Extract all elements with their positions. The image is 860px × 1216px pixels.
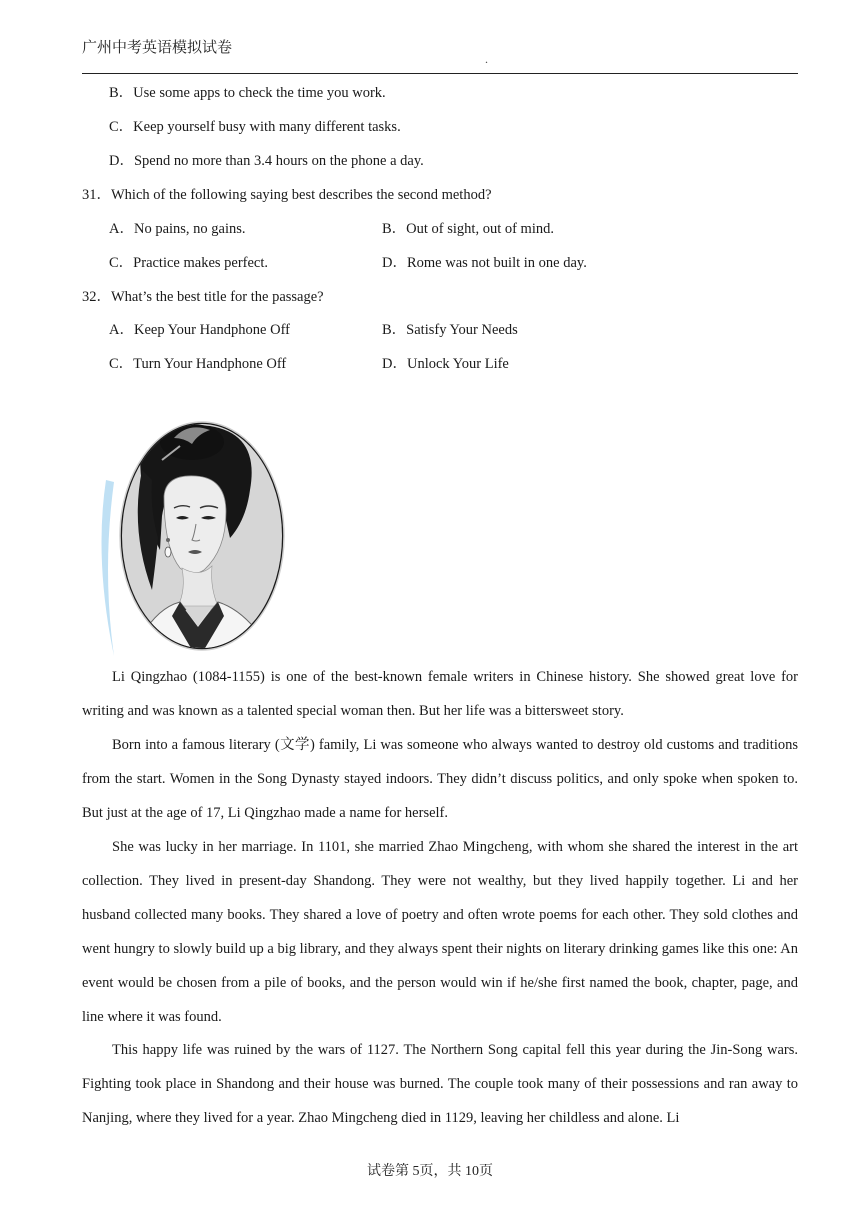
passage-paragraph-2: Born into a famous literary (文学) family, Li was someone who always wanted to destroy old customs and traditions from the start. Women in the Song Dynasty stayed indoors. They didn’t discuss politics, and only spoke when spoken to. But just at the age of 17, Li Qingzhao made a name for herself.	[82, 737, 798, 821]
question-31-stem: 31．Which of the following saying best describes the second method?	[82, 187, 492, 203]
question-32-option-a: A．Keep Your Handphone Off	[109, 322, 290, 338]
passage-paragraph-4: This happy life was ruined by the wars of 1127. The Northern Song capital fell this year during the Jin-Song wars. Fighting took place in Shandong and their house was burned. The couple took many of their possessions and ran away to Nanjing, where they lived for a year. Zhao Mingcheng died in 1129, leaving her childless and alone. Li	[82, 1042, 798, 1126]
question-31-option-b: B．Out of sight, out of mind.	[382, 221, 554, 237]
question-31-option-c: C．Practice makes perfect.	[109, 255, 269, 271]
option-b-prev: B．Use some apps to check the time you work.	[109, 85, 386, 101]
question-31-option-a: A．No pains, no gains.	[109, 221, 246, 237]
header-dot: .	[485, 52, 488, 66]
question-32-option-b: B．Satisfy Your Needs	[382, 322, 518, 338]
header-rule	[82, 73, 798, 74]
portrait-illustration	[100, 420, 290, 660]
question-31-option-d: D．Rome was not built in one day.	[382, 255, 587, 271]
passage-paragraph-1: Li Qingzhao (1084-1155) is one of the best-known female writers in Chinese history. She showed great love for writing and was known as a talented special woman then. But her life was a bittersweet story.	[82, 669, 798, 719]
option-c-prev: C．Keep yourself busy with many different tasks.	[109, 119, 401, 135]
page-footer: 试卷第 5页，共 10页	[367, 1164, 493, 1179]
page-header-title: 广州中考英语模拟试卷	[82, 40, 233, 56]
option-d-prev: D．Spend no more than 3.4 hours on the phone a day.	[109, 153, 424, 169]
question-32-option-c: C．Turn Your Handphone Off	[109, 356, 287, 372]
question-32-stem: 32．What’s the best title for the passage?	[82, 289, 324, 305]
question-32-option-d: D．Unlock Your Life	[382, 356, 509, 372]
passage-paragraph-3: She was lucky in her marriage. In 1101, she married Zhao Mingcheng, with whom she shared the interest in the art collection. They lived in present-day Shandong. They were not wealthy, but they lived happily together. Li and her husband collected many books. They shared a love of poetry and often wrote poems for each other. They sold clothes and went hungry to slowly build up a big library, and they always spent their nights on literary drinking games like this one: An event would be chosen from a pile of books, and the person would win if he/she first named the book, chapter, page, and line where it was found.	[82, 839, 798, 1025]
